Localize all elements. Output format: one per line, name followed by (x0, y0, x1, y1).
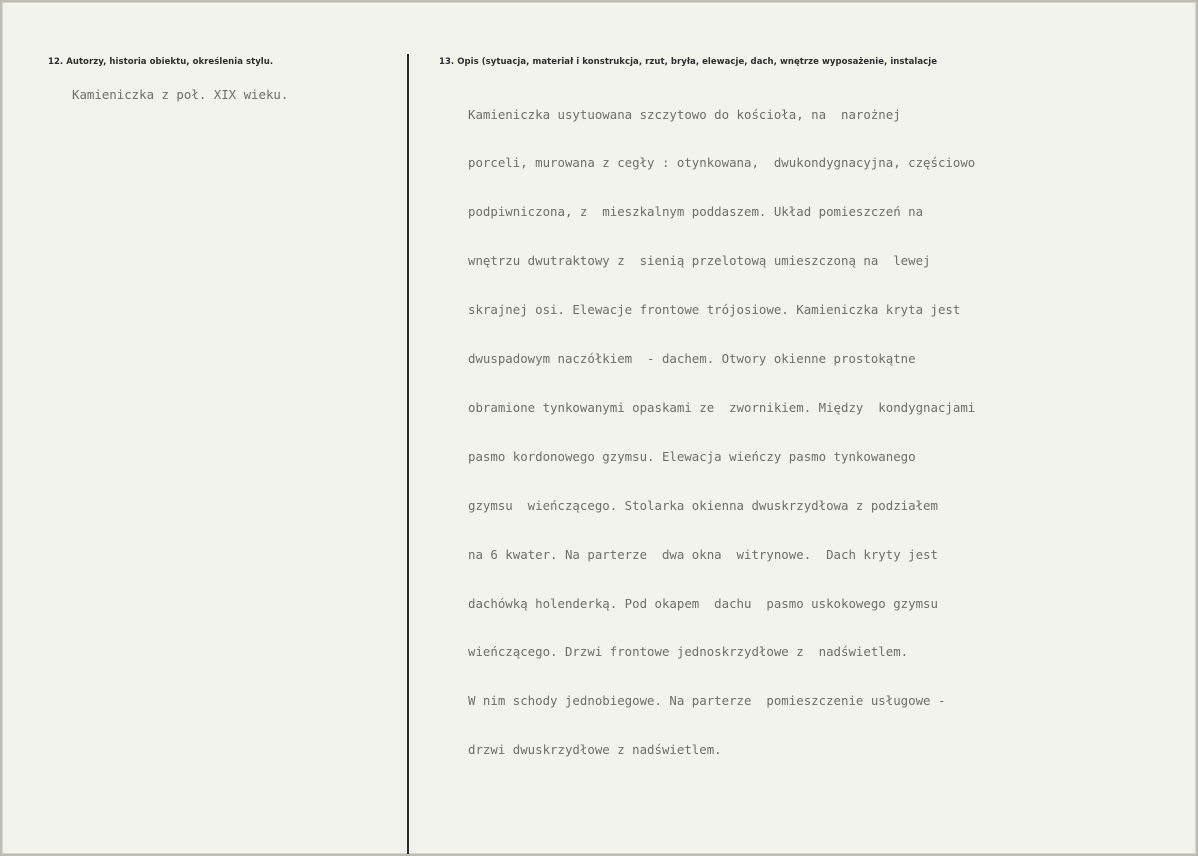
section-13-line: gzymsu wieńczącego. Stolarka okienna dwuskrzydłowa z podziałem (468, 497, 938, 513)
section-13-line: dwuspadowym naczółkiem - dachem. Otwory okienne prostokątne (468, 351, 916, 367)
section-13-line: obramione tynkowanymi opaskami ze zwornikiem. Między kondygnacjami (468, 399, 976, 415)
section-13-line: W nim schody jednobiegowe. Na parterze pomieszczenie usługowe - (468, 693, 946, 709)
section-13-line: Kamieniczka usytuowana szczytowo do kościoła, na narożnej (468, 106, 901, 122)
section-13-line: porceli, murowana z cegły : otynkowana, dwukondygnacyjna, częściowo (468, 155, 976, 171)
section-13-line: drzwi dwuskrzydłowe z nadświetlem. (468, 742, 722, 758)
section-13-line: pasmo kordonowego gzymsu. Elewacja wieńczy pasmo tynkowanego (468, 448, 916, 464)
section-12-heading: 12. Autorzy, historia obiektu, określenia stylu. (48, 57, 274, 67)
section-13-text (468, 74, 975, 791)
section-13-line: skrajnej osi. Elewacje frontowe trójosiowe. Kamieniczka kryta jest (468, 302, 961, 318)
section-13-heading: 13. Opis (sytuacja, materiał i konstrukcja, rzut, bryła, elewacje, dach, wnętrze wyposażenie, instalacje (439, 57, 938, 67)
section-13-line: wieńczącego. Drzwi frontowe jednoskrzydłowe z nadświetlem. (468, 644, 909, 660)
section-13-line: na 6 kwater. Na parterze dwa okna witrynowe. Dach kryty jest (468, 546, 938, 562)
section-13-line: dachówką holenderką. Pod okapem dachu pasmo uskokowego gzymsu (468, 595, 938, 611)
section-12-text: Kamieniczka z poł. XIX wieku. (72, 87, 289, 102)
column-divider (407, 54, 409, 854)
section-13-line: podpiwniczona, z mieszkalnym poddaszem. Układ pomieszczeń na (468, 204, 924, 220)
record-card (2, 2, 1196, 854)
section-13-line: wnętrzu dwutraktowy z sienią przelotową umieszczoną na lewej (468, 253, 931, 269)
